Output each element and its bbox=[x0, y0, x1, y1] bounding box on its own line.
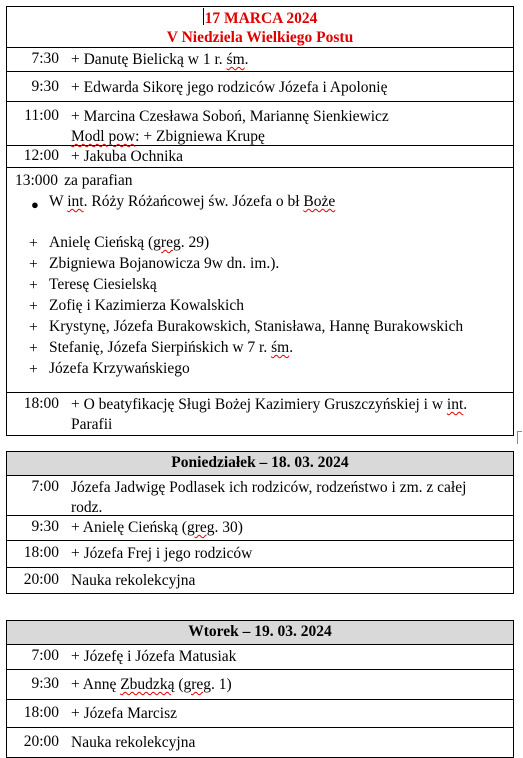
intention-line: rodz. bbox=[71, 499, 103, 516]
table-row bbox=[7, 146, 513, 168]
mass-intention: Nauka rekolekcyjna bbox=[71, 572, 196, 589]
mass-time-text: 13:000 bbox=[15, 172, 59, 189]
table-row bbox=[7, 568, 513, 593]
mass-intention: Nauka rekolekcyjna bbox=[71, 734, 196, 751]
monday-table bbox=[6, 451, 514, 594]
list-item: Teresę Ciesielską bbox=[49, 276, 157, 293]
mass-intention: + Józefę i Józefa Matusiak bbox=[71, 648, 237, 665]
mass-intention bbox=[71, 476, 513, 518]
table-row bbox=[7, 393, 513, 435]
intention-line: Parafii bbox=[71, 416, 113, 433]
plus-icon: + bbox=[29, 361, 38, 378]
table-row bbox=[7, 700, 513, 728]
sunday-header bbox=[7, 7, 513, 48]
sunday-title: V Niedziela Wielkiego Postu bbox=[166, 29, 354, 46]
mass-time: 7:30 bbox=[31, 50, 59, 67]
table-row bbox=[7, 516, 513, 541]
mass-time: 12:00 bbox=[23, 147, 59, 164]
table-row bbox=[7, 541, 513, 568]
bullet-item: W int. Róży Różańcowej św. Józefa o bł Boże bbox=[49, 193, 336, 210]
mass-time: 18:00 bbox=[23, 395, 59, 412]
table-row bbox=[7, 645, 513, 670]
mass-time: 9:30 bbox=[31, 518, 59, 535]
plus-icon: + bbox=[29, 340, 38, 357]
table-row bbox=[7, 728, 513, 757]
text-cursor bbox=[203, 8, 204, 25]
mass-intention: + Józefa Frej i jego rodziców bbox=[71, 545, 253, 562]
table-row bbox=[7, 476, 513, 516]
tuesday-table bbox=[6, 620, 514, 758]
intention-line: Józefa Jadwigę Podlasek ich rodziców, rodzeństwo i zm. z całej bbox=[71, 479, 467, 496]
mass-time bbox=[15, 172, 132, 190]
mass-intention: + Jakuba Ochnika bbox=[71, 148, 184, 165]
plus-icon: + bbox=[29, 319, 38, 336]
tuesday-header: Wtorek – 19. 03. 2024 bbox=[7, 621, 513, 645]
sunday-date: 17 MARCA 2024 bbox=[204, 10, 318, 27]
list-item: Zofię i Kazimierza Kowalskich bbox=[49, 297, 244, 314]
mass-intention: + Edwarda Sikorę jego rodziców Józefa i Apolonię bbox=[71, 79, 388, 96]
intention-line: + Marcina Czesława Soboń, Mariannę Sienkiewicz bbox=[71, 108, 389, 125]
mass-time: 9:30 bbox=[31, 78, 59, 95]
table-row bbox=[7, 48, 513, 72]
plus-icon: + bbox=[29, 256, 38, 273]
monday-header: Poniedziałek – 18. 03. 2024 bbox=[7, 452, 513, 476]
mass-time: 9:30 bbox=[31, 675, 59, 692]
sunday-table bbox=[6, 6, 514, 436]
mass-intention bbox=[71, 393, 513, 435]
plus-icon: + bbox=[29, 277, 38, 294]
list-item: Stefanię, Józefa Sierpińskich w 7 r. śm. bbox=[49, 339, 294, 356]
table-row bbox=[7, 72, 513, 102]
plus-icon: + bbox=[29, 298, 38, 315]
mass-time: 18:00 bbox=[23, 704, 59, 721]
table-row bbox=[7, 168, 513, 393]
table-row bbox=[7, 102, 513, 146]
bullet-icon: ● bbox=[31, 197, 39, 212]
mass-intention: + Anielę Cieńską (greg. 30) bbox=[71, 519, 243, 536]
mass-time: 7:00 bbox=[31, 478, 59, 495]
intention-line: + O beatyfikację Sługi Bożej Kazimiery Gruszczyńskiej i w int. bbox=[71, 396, 468, 413]
mass-time: 20:00 bbox=[23, 571, 59, 588]
list-item: Anielę Cieńską (greg. 29) bbox=[49, 234, 210, 251]
list-item: Krystynę, Józefa Burakowskich, Stanisława, Hannę Burakowskich bbox=[49, 318, 464, 335]
plus-icon: + bbox=[29, 235, 38, 252]
mass-intention bbox=[71, 102, 513, 147]
table-row bbox=[7, 670, 513, 700]
mass-time: 11:00 bbox=[24, 107, 59, 124]
mass-time: 7:00 bbox=[31, 647, 59, 664]
mass-intention: + Annę Zbudzką (greg. 1) bbox=[71, 676, 232, 693]
mass-intention: + Józefa Marcisz bbox=[71, 705, 177, 722]
table-resize-mark bbox=[517, 431, 522, 444]
list-item: Józefa Krzywańskiego bbox=[49, 360, 190, 377]
mass-intention: + Danutę Bielicką w 1 r. śm. bbox=[71, 51, 249, 68]
mass-time: 20:00 bbox=[23, 733, 59, 750]
mass-intention: za parafian bbox=[64, 172, 133, 189]
intention-line: Modl pow: + Zbigniewa Krupę bbox=[71, 128, 265, 145]
list-item: Zbigniewa Bojanowicza 9w dn. im.). bbox=[49, 255, 280, 272]
mass-time: 18:00 bbox=[23, 544, 59, 561]
